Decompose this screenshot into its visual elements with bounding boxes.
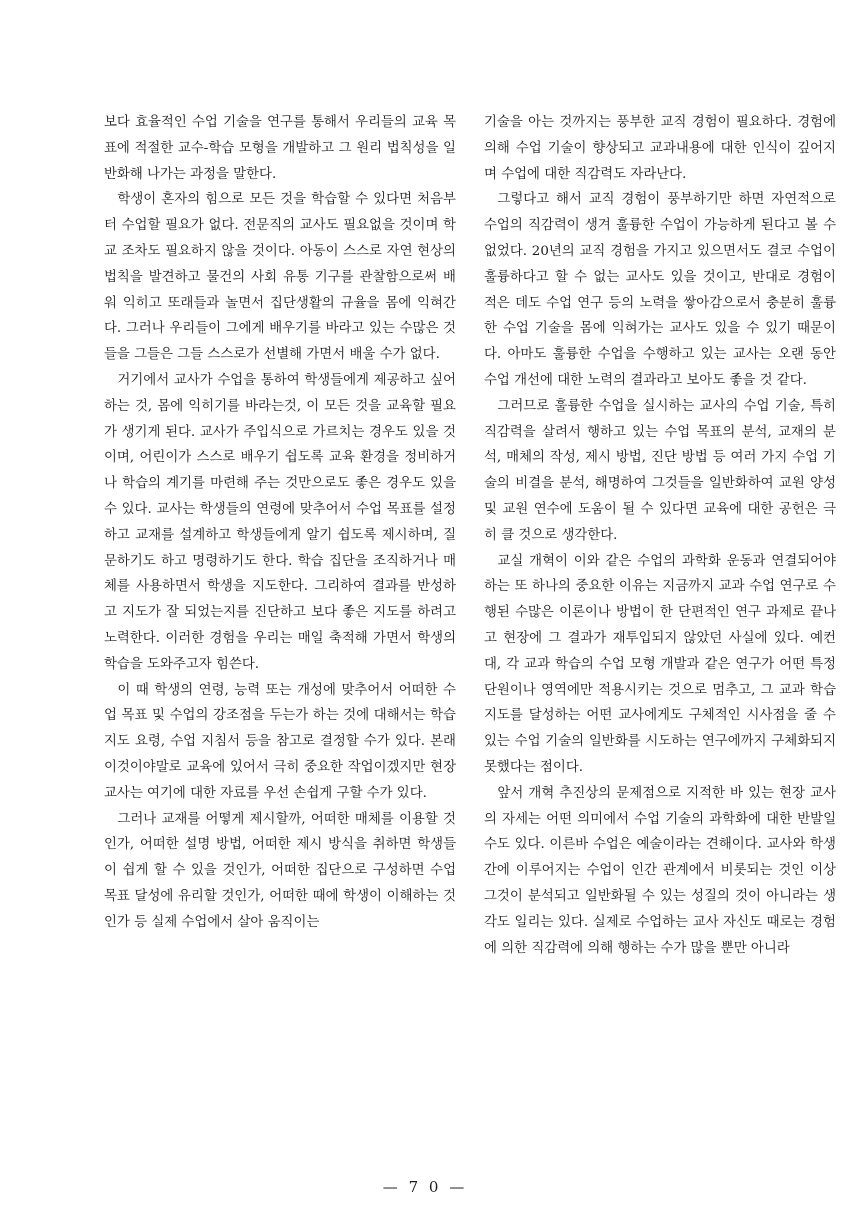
paragraph: 이 때 학생의 연령, 능력 또는 개성에 맞추어서 어떠한 수업 목표 및 수업의 강조점을 두는가 하는 것에 대해서는 학습지도 요령, 수업 지침서 등을 참고로 결정할 수가 있다. 본래 이것이야말로 교육에 있어서 극히 중요한 작업이겠지만 현장 교사는 여기에 대한 자료를 우선 손쉽게 구할 수가 있다. xyxy=(104,682,456,801)
left-text-column xyxy=(104,110,456,936)
paragraph: 교실 개혁이 이와 같은 수업의 과학화 운동과 연결되어야 하는 또 하나의 중요한 이유는 지금까지 교과 수업 연구로 수행된 수많은 이론이나 방법이 한 단편적인 연구 과제로 끝나고 현장에 그 결과가 재투입되지 않았던 사실에 있다. 예컨대, 각 교과 학습의 수업 모형 개발과 같은 연구가 어떤 특정 단원이나 영역에만 적용시키는 것으로 멈추고, 그 교과 학습 지도를 달성하는 어떤 교사에게도 구체적인 시사점을 줄 수 있는 수업 기술의 일반화를 시도하는 연구에까지 구체화되지 못했다는 점이다. xyxy=(484,553,836,775)
paragraph: 학생이 혼자의 힘으로 모든 것을 학습할 수 있다면 처음부터 수업할 필요가 없다. 전문직의 교사도 필요없을 것이며 학교 조차도 필요하지 않을 것이다. 아동이 스스로 자연 현상의 법칙을 발견하고 물건의 사회 유통 기구를 관찰함으로써 배워 익히고 또래들과 놀면서 집단생활의 규율을 몸에 익혀간다. 그러나 우리들이 그에게 배우기를 바라고 있는 수많은 것들을 그들은 그들 스스로가 선별해 가면서 배울 수가 없다. xyxy=(104,192,456,363)
paragraph: 그러나 교재를 어떻게 제시할까, 어떠한 매체를 이용할 것인가, 어떠한 설명 방법, 어떠한 제시 방식을 취하면 학생들이 쉽게 할 수 있을 것인가, 어떠한 집단으로 구성하면 수업 목표 달성에 유리할 것인가, 어떠한 때에 학생이 이해하는 것인가 등 실제 수업에서 살아 움직이는 xyxy=(104,811,456,930)
right-text-column xyxy=(484,110,836,961)
paragraph: 보다 효율적인 수업 기술을 연구를 통해서 우리들의 교육 목표에 적절한 교수-학습 모형을 개발하고 그 원리 법칙성을 일반화해 나가는 과정을 말한다. xyxy=(104,115,456,182)
paragraph: 앞서 개혁 추진상의 문제점으로 지적한 바 있는 현장 교사의 자세는 어떤 의미에서 수업 기술의 과학화에 대한 반발일 수도 있다. 이른바 수업은 예술이라는 견해이다. 교사와 학생 간에 이루어지는 수업이 인간 관계에서 비롯되는 것인 이상 그것이 분석되고 일반화될 수 있는 성질의 것이 아니라는 생각도 일리는 있다. 실제로 수업하는 교사 자신도 때로는 경험에 의한 직감력에 의해 행하는 수가 많을 뿐만 아니라 xyxy=(484,785,836,956)
paragraph: 기술을 아는 것까지는 풍부한 교직 경험이 필요하다. 경험에 의해 수업 기술이 향상되고 교과내용에 대한 인식이 깊어지며 수업에 대한 직감력도 자라난다. xyxy=(484,115,836,182)
paragraph: 그러므로 훌륭한 수업을 실시하는 교사의 수업 기술, 특히 직감력을 살려서 행하고 있는 수업 목표의 분석, 교재의 분석, 매체의 작성, 제시 방법, 진단 방법 등 여러 가지 수업 기술의 비결을 분석, 해명하여 그것들을 일반화하여 교원 양성 및 교원 연수에 도움이 될 수 있다면 교육에 대한 공헌은 극히 클 것으로 생각한다. xyxy=(484,398,836,543)
paragraph: 그렇다고 해서 교직 경험이 풍부하기만 하면 자연적으로 수업의 직감력이 생겨 훌륭한 수업이 가능하게 된다고 볼 수 없었다. 20년의 교직 경험을 가지고 있으면서도 결코 수업이 훌륭하다고 할 수 없는 교사도 있을 것이고, 반대로 경험이 적은 데도 수업 연구 등의 노력을 쌓아감으로서 충분히 훌륭한 수업 기술을 몸에 익혀가는 교사도 있을 수 있기 때문이다. 아마도 훌륭한 수업을 수행하고 있는 교사는 오랜 동안 수업 개선에 대한 노력의 결과라고 보아도 좋을 것 같다. xyxy=(484,192,836,388)
paragraph: 거기에서 교사가 수업을 통하여 학생들에게 제공하고 싶어하는 것, 몸에 익히기를 바라는것, 이 모든 것을 교육할 필요가 생기게 된다. 교사가 주입식으로 가르치는 경우도 있을 것이며, 어린이가 스스로 배우기 쉽도록 교육 환경을 정비하거나 학습의 계기를 마련해 주는 것만으로도 좋은 경우도 있을 수 있다. 교사는 학생들의 연령에 맞추어서 수업 목표를 설정하고 교재를 설계하고 학생들에게 알기 쉽도록 제시하며, 질문하기도 하고 명령하기도 한다. 학습 집단을 조직하거나 매체를 사용하면서 학생을 지도한다. 그리하여 결과를 반성하고 지도가 잘 되었는지를 진단하고 보다 좋은 지도를 하려고 노력한다. 이러한 경험을 우리는 매일 축적해 가면서 학생의 학습을 도와주고자 힘쓴다. xyxy=(104,372,456,672)
page-number: — 7 0 — xyxy=(382,1178,468,1196)
